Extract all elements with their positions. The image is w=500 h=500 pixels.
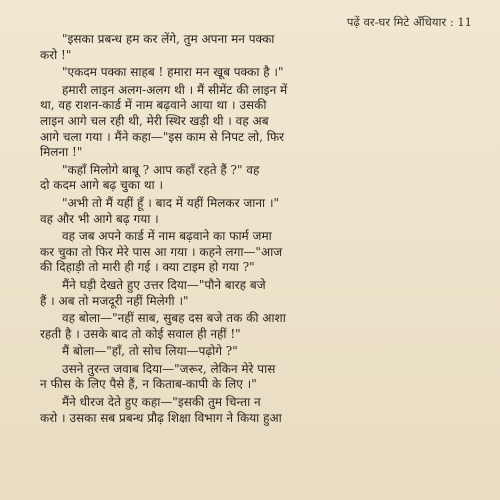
paragraph	[40, 395, 464, 426]
text-line: वह बोला—"नहीं साब, सुबह दस बजे तक की आशा	[62, 311, 286, 326]
text-line: हमारी लाइन अलग-अलग थी । मैं सीमेंट की लाइन में	[62, 82, 288, 97]
text-line: दो कदम आगे बढ़ चुका था ।	[40, 178, 164, 193]
text-line: लाइन आगे चल रही थी, मेरी स्थिर खड़ी थी । वह अब	[40, 113, 269, 128]
text-line: मैं बोला—"हाँ, तो सोच लिया—पढ़ोगे ?"	[62, 344, 238, 359]
paragraph	[40, 65, 464, 81]
text-line: था, वह राशन-कार्ड में नाम बढ़वाने आया था । उसकी	[40, 98, 267, 113]
text-line: "एकदम पक्का साहब ! हमारा मन खूब पक्का है ।"	[62, 65, 284, 80]
paragraph	[40, 278, 464, 309]
text-line: "कहाँ मिलोगे बाबू ? आप कहाँ रहते हैं ?" वह	[62, 162, 260, 177]
text-line: कर चुका तो फिर मेरे पास आ गया । कहने लगा—"आज	[40, 244, 283, 259]
paragraph	[40, 32, 464, 63]
text-line: मिलना !"	[40, 145, 83, 160]
text-line: उसने तुरन्त जवाब दिया—"जरूर, लेकिन मेरे पास	[62, 361, 276, 376]
text-line: करो !"	[40, 47, 72, 62]
text-line: न फीस के लिए पैसे हैं, न किताब-कापी के लिए ।"	[40, 377, 257, 392]
text-line: "इसका प्रबन्ध हम कर लेंगे, तुम अपना मन पक्का	[62, 32, 275, 46]
text-line: रहती है । उसके बाद तो कोई सवाल ही नहीं !"	[40, 326, 241, 341]
paragraph	[40, 83, 464, 161]
running-head: पढ़ें वर-घर मिटे अँधियार : 11	[346, 15, 472, 29]
text-line: की दिहाड़ी तो मारी ही गई । क्या टाइम हो गया ?"	[40, 260, 255, 275]
text-line: हैं । अब तो मजदूरी नहीं मिलेगी ।"	[40, 293, 189, 308]
paragraph	[40, 163, 464, 194]
paragraph	[40, 362, 464, 393]
text-line: मैंने धीरज देते हुए कहा—"इसकी तुम चिन्ता न	[62, 395, 261, 410]
paragraph	[40, 229, 464, 276]
text-line: वह जब अपने कार्ड में नाम बढ़वाने का फार्म जमा	[62, 229, 272, 244]
text-line: "अभी तो मैं यहीं हूँ । बाद में यहीं मिलकर जाना ।"	[62, 195, 280, 210]
body-text	[40, 32, 464, 426]
paragraph	[40, 344, 464, 360]
text-line: वह और भी आगे बढ़ गया ।	[40, 211, 159, 226]
paragraph	[40, 196, 464, 227]
text-line: आगे चला गया । मैंने कहा—"इस काम से निपट लो, फिर	[40, 129, 285, 144]
text-line: मैंने घड़ी देखते हुए उत्तर दिया—"पौने बारह बजे	[62, 277, 266, 292]
paragraph	[40, 311, 464, 342]
text-line: करो । उसका सब प्रबन्ध प्रौढ़ शिक्षा विभाग ने किया हुआ	[40, 410, 282, 425]
